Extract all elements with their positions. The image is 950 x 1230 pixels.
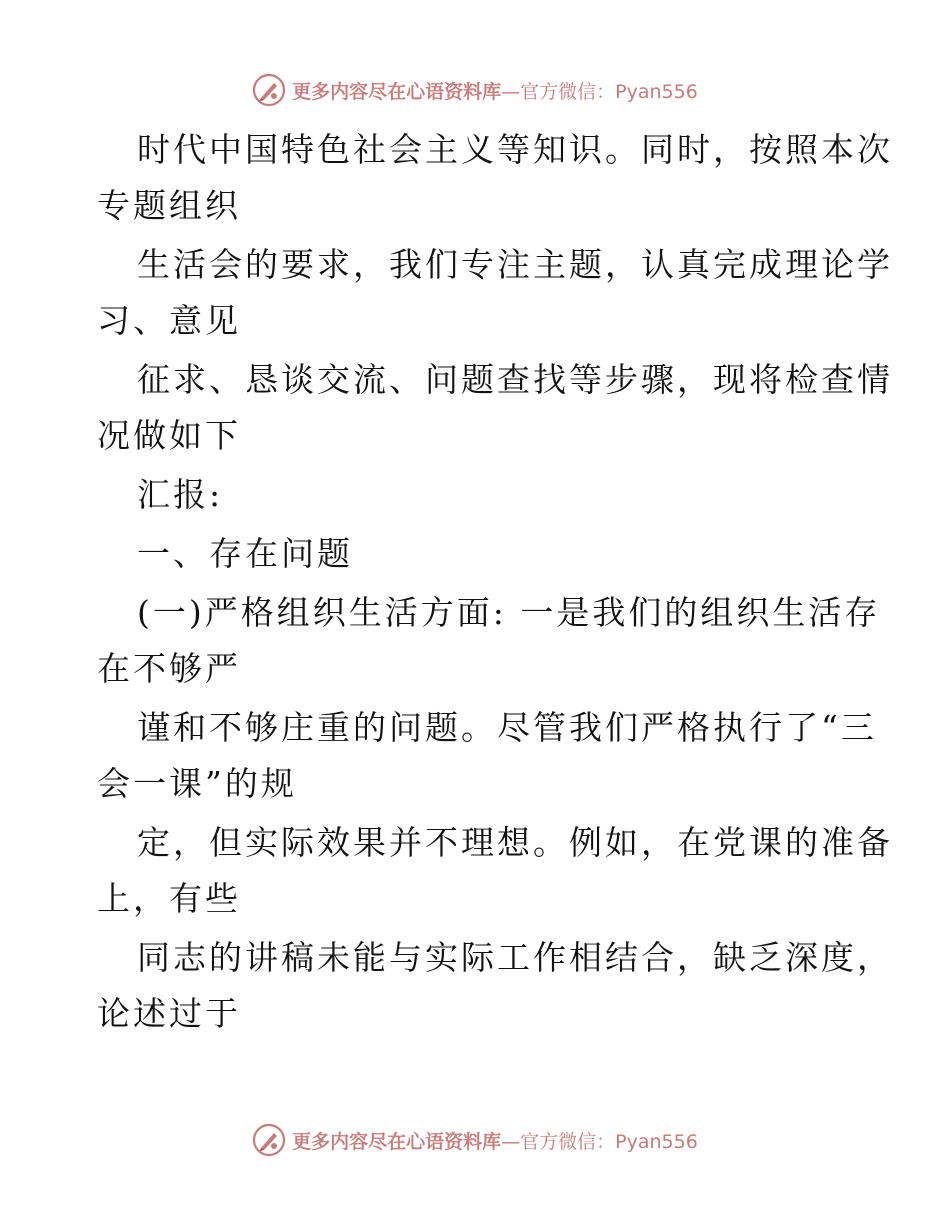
text-line: 会一课”的规 — [97, 764, 297, 803]
banner-main-text: 更多内容尽在心语资料库 — [292, 80, 502, 103]
footer-banner — [0, 1120, 950, 1160]
header-banner — [0, 70, 950, 110]
text-line: 汇报: — [137, 475, 224, 514]
pen-logo-icon — [252, 73, 286, 107]
text-line: 习、意见 — [97, 301, 241, 340]
text-line: 在不够严 — [97, 649, 241, 688]
pen-logo-icon — [252, 1123, 286, 1157]
text-line: 专题组织 — [97, 186, 241, 225]
text-line: (一)严格组织生活方面: 一是我们的组织生活存 — [137, 593, 881, 632]
banner-sub-text: —官方微信：Pyan556 — [501, 1130, 698, 1153]
text-line: 论述过于 — [97, 994, 241, 1033]
text-line: 谨和不够庄重的问题。尽管我们严格执行了“三 — [137, 708, 877, 747]
text-line: 上，有些 — [97, 879, 241, 918]
text-line: 同志的讲稿未能与实际工作相结合，缺乏深度， — [137, 938, 893, 977]
text-line: 时代中国特色社会主义等知识。同时，按照本次 — [137, 130, 893, 169]
banner-main-text: 更多内容尽在心语资料库 — [292, 1130, 502, 1153]
text-line: 征求、恳谈交流、问题查找等步骤，现将检查情 — [137, 360, 893, 399]
text-line: 生活会的要求，我们专注主题，认真完成理论学 — [137, 245, 893, 284]
banner-sub-text: —官方微信：Pyan556 — [501, 80, 698, 103]
text-line: 定，但实际效果并不理想。例如，在党课的准备 — [137, 823, 893, 862]
text-line: 况做如下 — [97, 416, 241, 455]
section-heading: 一、存在问题 — [137, 534, 353, 573]
